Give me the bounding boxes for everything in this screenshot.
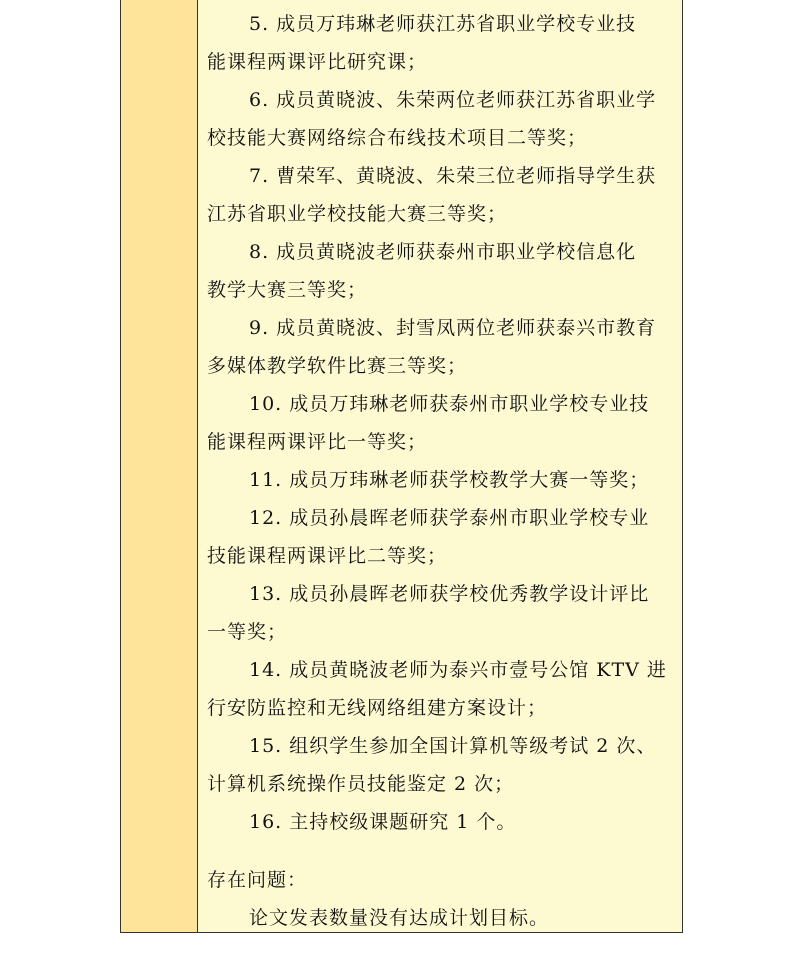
list-item-line: 13. 成员孙晨晖老师获学校优秀教学设计评比 <box>249 583 650 605</box>
list-item-line: 多媒体教学软件比赛三等奖； <box>207 355 468 377</box>
content-cell <box>207 5 677 937</box>
list-item-line: 12. 成员孙晨晖老师获学泰州市职业学校专业 <box>249 507 650 529</box>
list-item-line: 江苏省职业学校技能大赛三等奖； <box>207 203 508 225</box>
list-item-line: 15. 组织学生参加全国计算机等级考试 2 次、 <box>249 735 657 757</box>
list-item-line: 行安防监控和无线网络组建方案设计； <box>207 697 548 719</box>
list-item-line: 能课程两课评比一等奖； <box>207 431 428 453</box>
list-item-line: 能课程两课评比研究课； <box>207 51 428 73</box>
list-item-line: 14. 成员黄晓波老师为泰兴市壹号公馆 KTV 进 <box>249 659 667 681</box>
list-item-line: 9. 成员黄晓波、封雪凤两位老师获泰兴市教育 <box>249 317 657 339</box>
list-item-line: 6. 成员黄晓波、朱荣两位老师获江苏省职业学 <box>249 89 657 111</box>
list-item-line: 11. 成员万玮琳老师获学校教学大赛一等奖； <box>249 469 650 491</box>
issues-text: 论文发表数量没有达成计划目标。 <box>249 907 550 929</box>
issues-heading: 存在问题： <box>207 869 308 891</box>
list-item-line: 5. 成员万玮琳老师获江苏省职业学校专业技 <box>249 13 637 35</box>
list-item-line: 7. 曹荣军、黄晓波、朱荣三位老师指导学生获 <box>249 165 657 187</box>
section-gap <box>207 841 677 861</box>
label-column <box>121 0 198 932</box>
list-item-line: 教学大赛三等奖； <box>207 279 368 301</box>
list-item-line: 10. 成员万玮琳老师获泰州市职业学校专业技 <box>249 393 650 415</box>
report-table <box>120 0 683 933</box>
list-item-line: 计算机系统操作员技能鉴定 2 次； <box>207 773 515 795</box>
list-item-line: 一等奖； <box>207 621 288 643</box>
list-item-line: 校技能大赛网络综合布线技术项目二等奖； <box>207 127 588 149</box>
list-item-line: 8. 成员黄晓波老师获泰州市职业学校信息化 <box>249 241 637 263</box>
list-item-line: 16. 主持校级课题研究 1 个。 <box>249 811 517 833</box>
list-item-line: 技能课程两课评比二等奖； <box>207 545 448 567</box>
